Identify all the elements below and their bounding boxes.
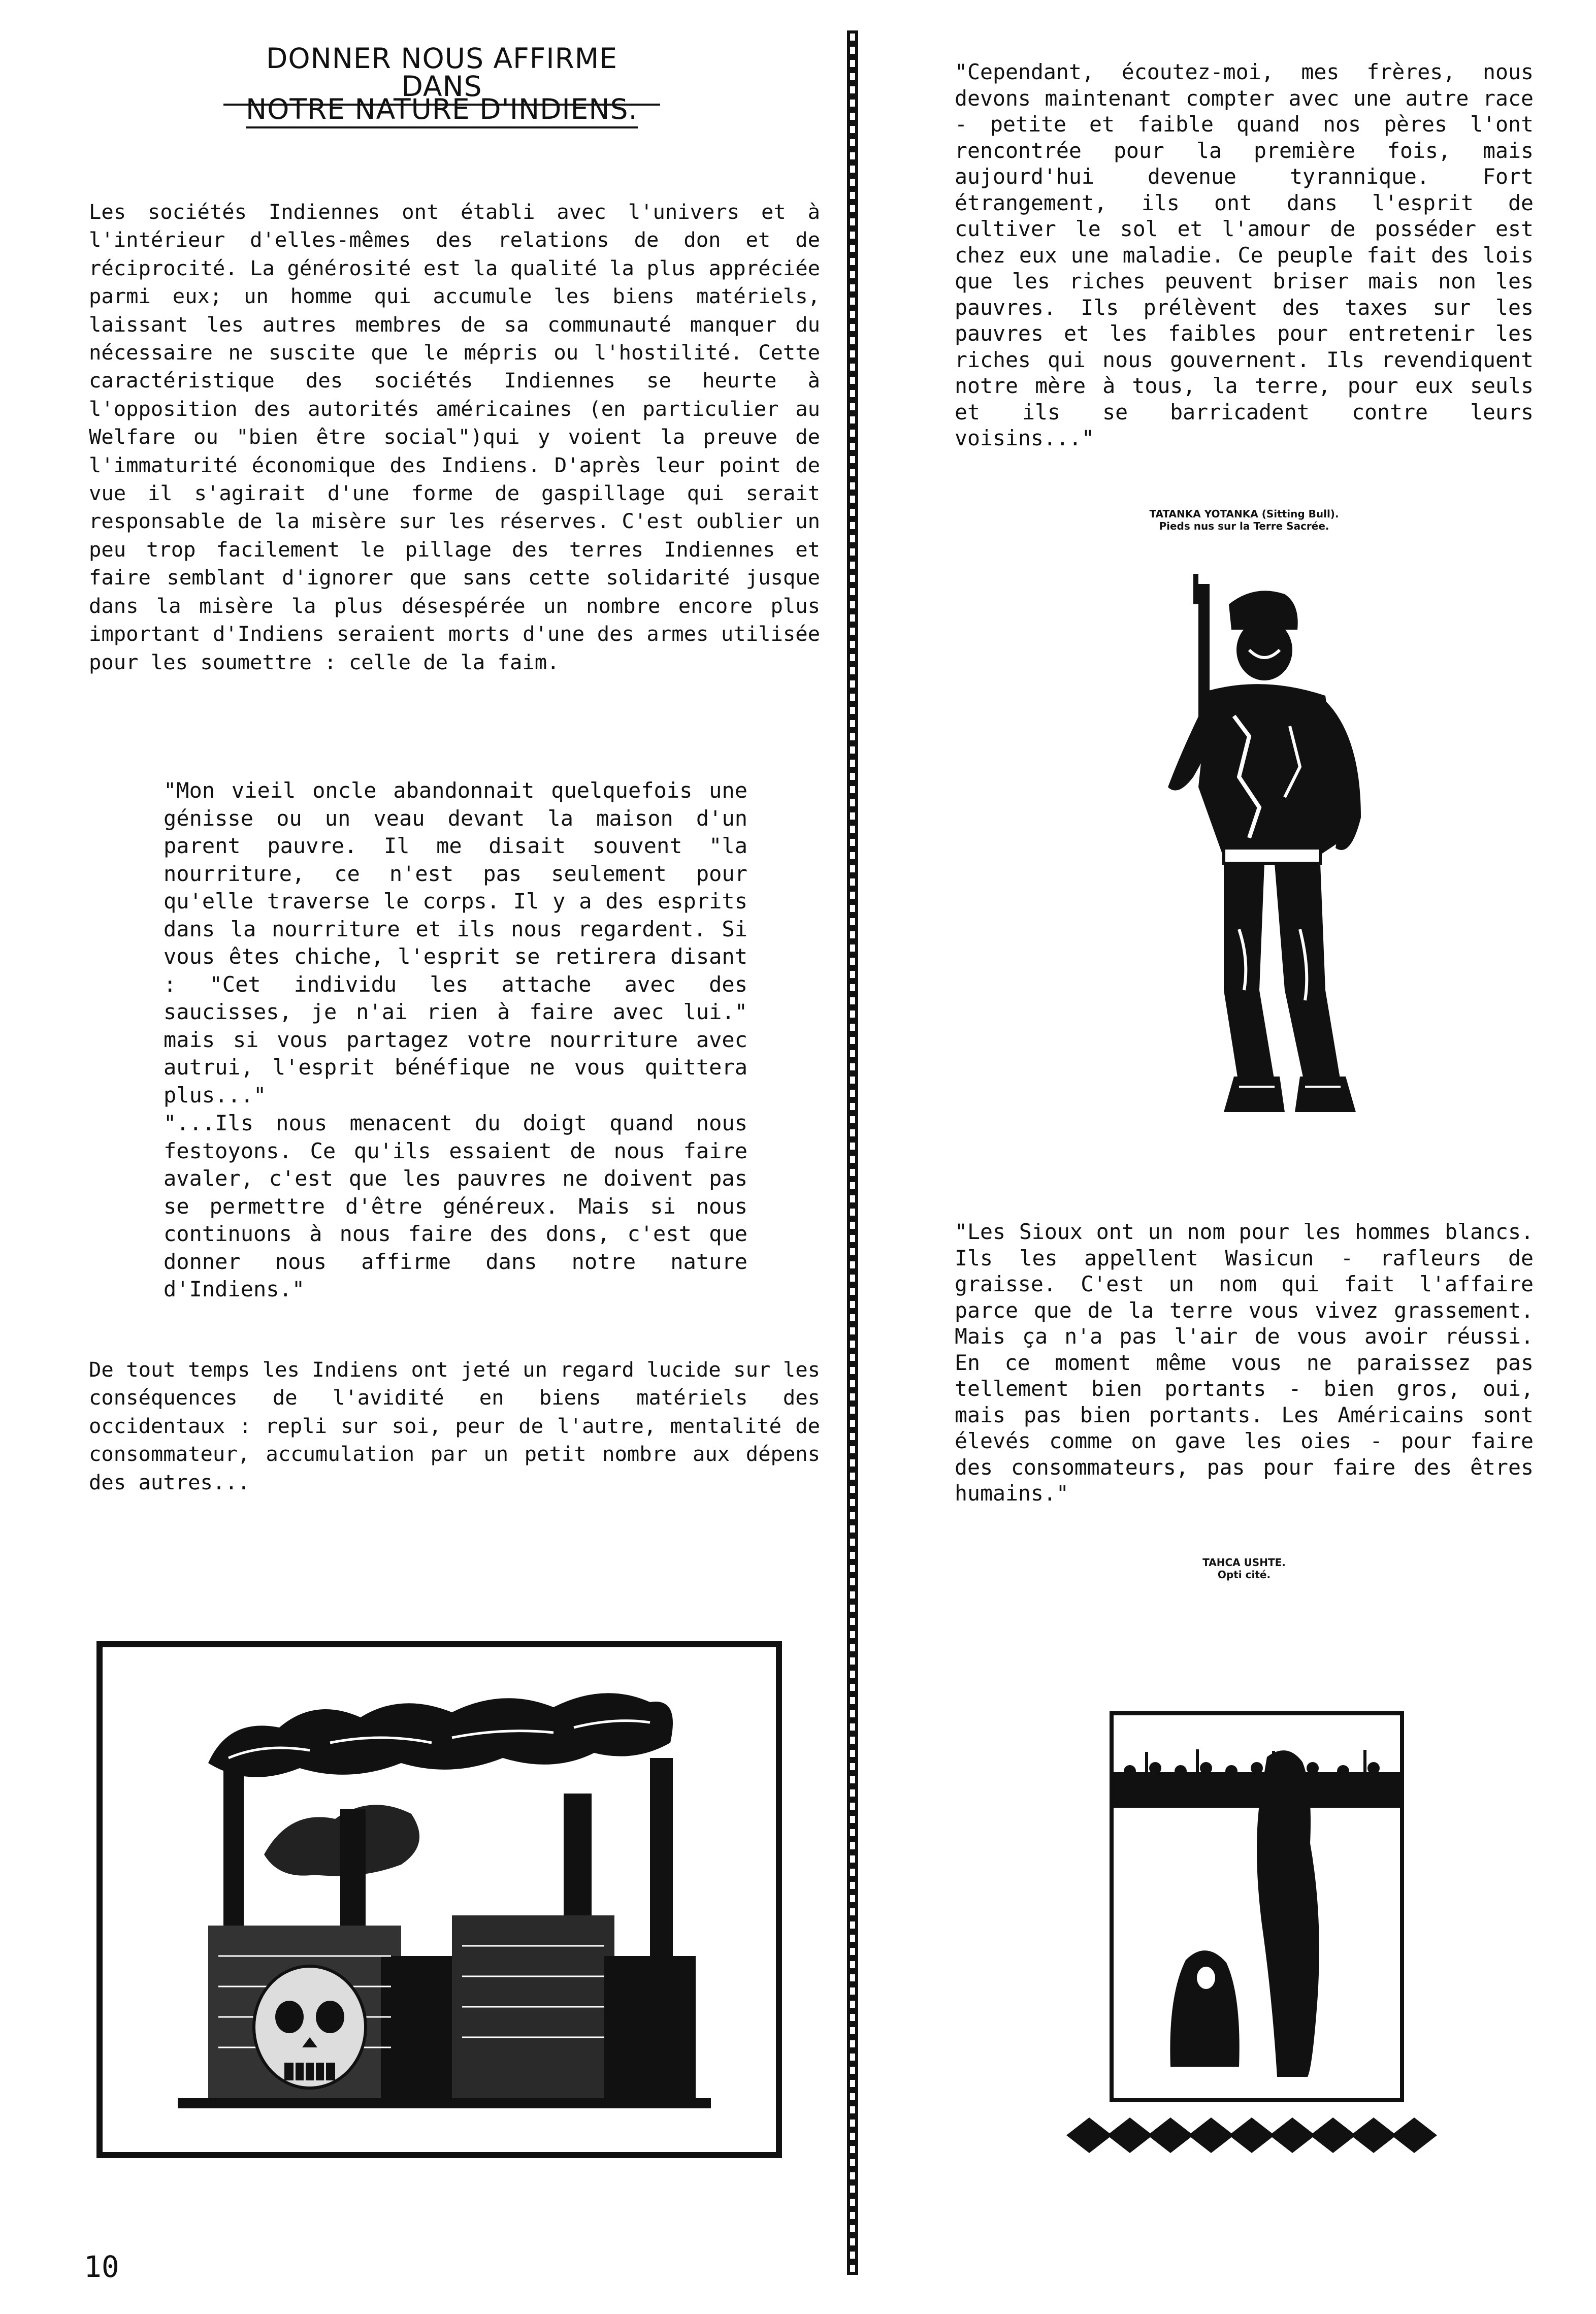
closing-paragraph: De tout temps les Indiens ont jeté un regard lucide sur les conséquences de l'avidité en biens matériels des occidentaux : repli sur soi, peur de l'autre, mentalité de consommateur, accumulation par un petit nombre aux dépens des autres... xyxy=(89,1357,820,1494)
intro-paragraph: Les sociétés Indiennes ont établi avec l'univers et à l'intérieur d'elles-mêmes des relations de don et de réciprocité. La générosité est la qualité la plus appréciée parmi eux; un homme qui accumule les biens matériels, laissant les autres membres de sa communauté manquer du nécessaire ne suscite que le mépris ou l'hostilité. Cette caractéristique des sociétés Indiennes se heurte à l'opposition des autorités américaines (en particulier au Welfare ou "bien être social")qui y voient la preuve de l'immaturité économique des Indiens. D'après leur point de vue il s'agirait d'une forme de gaspillage qui serait responsable de la misère sur les réserves. C'est oublier un peu trop facilement le pillage des terres Indiennes et faire semblant d'ignorer que sans cette solidarité jusque dans la misère la plus désespérée un nombre encore plus important d'Indiens seraient morts d'une des armes utilisée pour les soumettre : celle de la faim. xyxy=(89,200,820,674)
title-line-2: NOTRE NATURE D'INDIENS. xyxy=(246,95,638,128)
page-title-line-2 xyxy=(223,95,660,128)
caption-name: TATANKA YOTANKA (Sitting Bull). xyxy=(1149,508,1339,520)
caption2-subtitle: Opti cité. xyxy=(1217,1569,1271,1581)
crowd-illustration xyxy=(1110,1711,1404,2102)
factory-illustration xyxy=(96,1641,782,2158)
sitting-bull-quote: "Cependant, écoutez-moi, mes frères, nous devons maintenant compter avec une autre race - petite et faible quand nos pères l'ont rencontrée pour la première fois, mais aujourd'hui devenue tyrannique. Fort étrangement, ils ont dans l'esprit de cultiver le sol et l'amour de posséder est chez eux une maladie. Ce peuple fait des lois que les riches peuvent briser mais non les pauvres. Ils prélèvent des taxes sur les pauvres et les faibles pour entretenir les riches qui nous gouvernent. Ils revendiquent notre mère à tous, la terre, pour eux seuls et ils se barricadent contre leurs voisins..." xyxy=(955,59,1534,450)
uncle-quote: "Mon vieil oncle abandonnait quelquefois une génisse ou un veau devant la maison d'un parent pauvre. Il me disait souvent "la nourriture, ce n'est pas seulement pour qu'elle traverse le corps. Il y a des esprits dans la nourriture et ils nous regardent. Si vous êtes chiche, l'esprit se retirera disant : "Cet individu les attache avec des saucisses, je n'ai rien à faire avec lui." mais si vous partagez votre nourriture avec autrui, l'esprit bénéfique ne vous quittera plus..." xyxy=(164,778,747,1107)
page-number: 10 xyxy=(84,2250,119,2284)
sitting-bull-caption xyxy=(1082,508,1407,532)
center-divider xyxy=(845,30,860,2275)
caption2-name: TAHCA USHTE. xyxy=(1202,1556,1286,1569)
tahca-ushte-quote: "Les Sioux ont un nom pour les hommes blancs. Ils les appellent Wasicun - rafleurs de graisse. C'est un nom qui fait l'affaire parce que de la terre vous vivez grassement. Mais ça n'a pas l'air de vous avoir réussi. En ce moment même vous ne paraissez pas tellement bien portants - bien gros, oui, mais pas bien portants. Les Américains sont élevés comme on gave les oies - pour faire des consommateurs, pas pour faire des êtres humains." xyxy=(955,1219,1534,1506)
caption-subtitle: Pieds nus sur la Terre Sacrée. xyxy=(1159,520,1329,532)
uncle-quote-continued: "...Ils nous menacent du doigt quand nous festoyons. Ce qu'ils essaient de nous faire avaler, c'est que les pauvres ne doivent pas se permettre d'être généreux. Mais si nous continuons à nous faire des dons, c'est que donner nous affirme dans notre nature d'Indiens." xyxy=(164,1111,747,1301)
diamond-border-ornament xyxy=(1066,2112,1442,2158)
title-line-1: DONNER NOUS AFFIRME DANS xyxy=(223,45,660,106)
soldier-illustration xyxy=(1122,574,1407,1122)
tahca-ushte-caption xyxy=(1117,1556,1371,1581)
